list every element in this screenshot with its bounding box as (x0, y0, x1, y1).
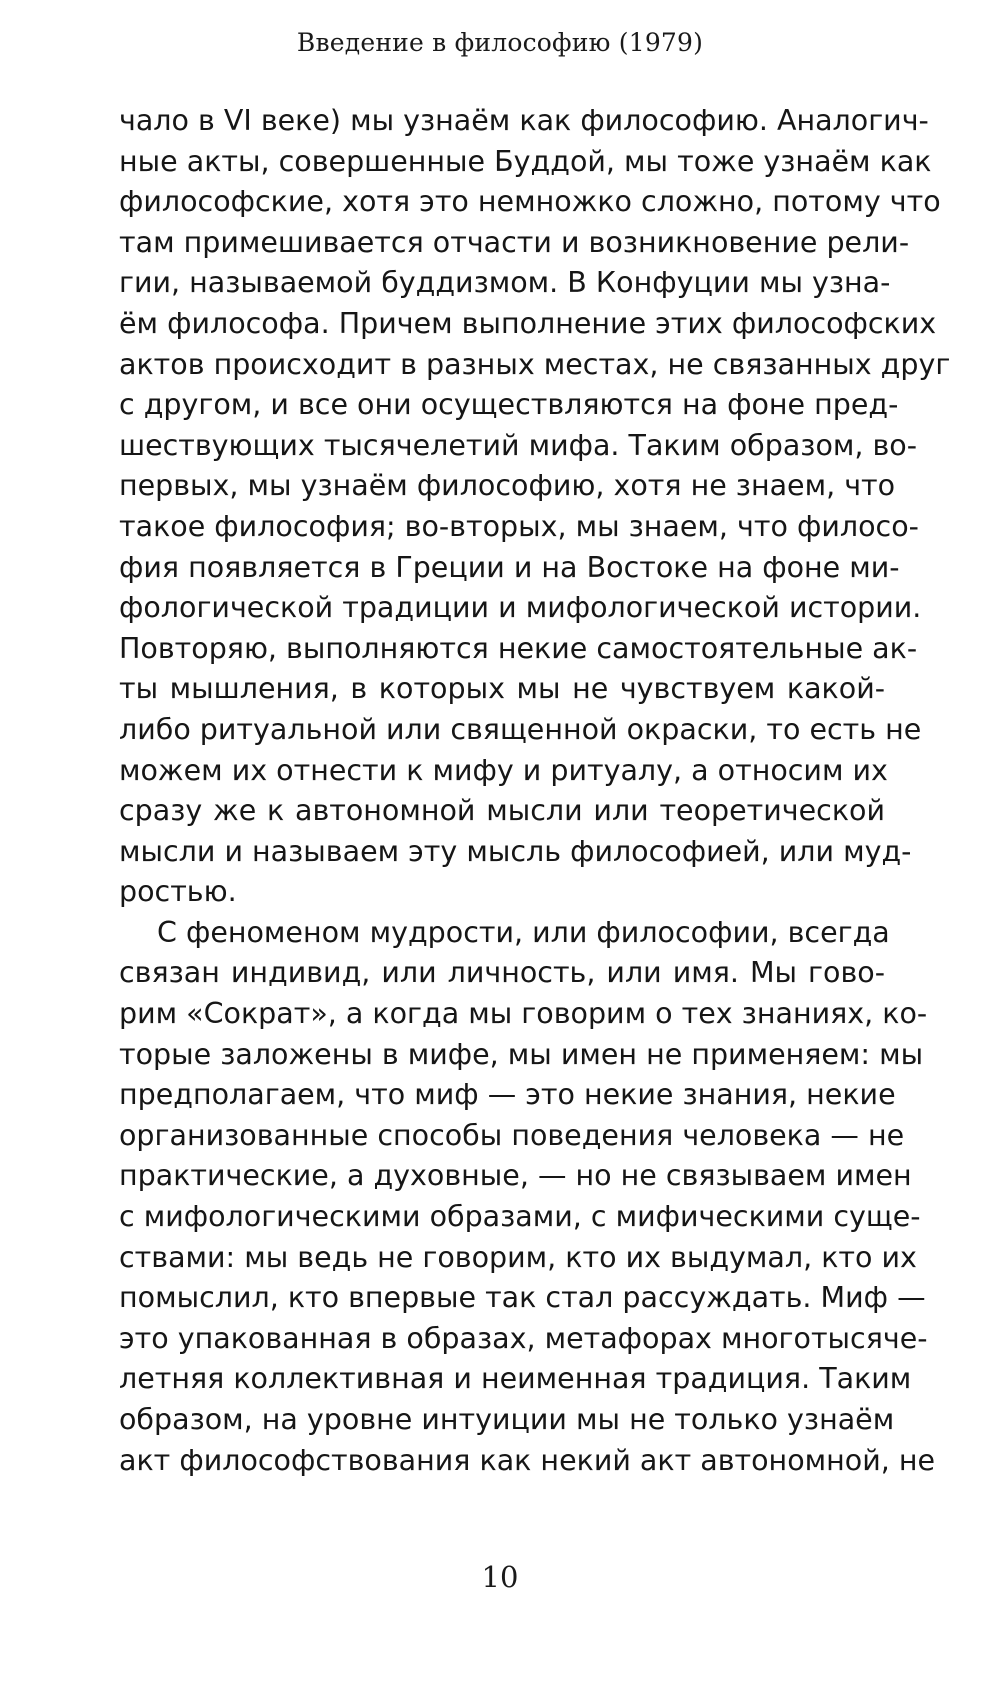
text-line: ствами: мы ведь не говорим, кто их выдумал, кто их (119, 1240, 917, 1274)
text-line: это упакованная в образах, метафорах многотысяче- (119, 1321, 928, 1355)
text-line: сразу же к автономной мысли или теоретической (119, 794, 885, 828)
text-line: ные акты, совершенные Буддой, мы тоже узнаём как (119, 144, 932, 178)
text-line: философские, хотя это немножко сложно, потому что (119, 185, 941, 219)
text-line: можем их отнести к мифу и ритуалу, а относим их (119, 753, 888, 787)
text-line: актов происходит в разных местах, не связанных друг (119, 347, 951, 381)
text-line: ём философа. Причем выполнение этих философских (119, 306, 937, 340)
text-line: организованные способы поведения человека — не (119, 1118, 905, 1152)
body-text (119, 101, 951, 1481)
text-line: акт философствования как некий акт автономной, не (119, 1443, 936, 1477)
text-line: первых, мы узнаём философию, хотя не знаем, что (119, 469, 896, 503)
text-line: связан индивид, или личность, или имя. Мы гово- (119, 956, 885, 990)
text-line: торые заложены в мифе, мы имен не применяем: мы (119, 1037, 924, 1071)
text-line: шествующих тысячелетий мифа. Таким образом, во- (119, 428, 918, 462)
text-line: с мифологическими образами, с мифическими суще- (119, 1200, 921, 1234)
text-line: мысли и называем эту мысль философией, или муд- (119, 834, 912, 868)
text-line: рим «Сократ», а когда мы говорим о тех знаниях, ко- (119, 997, 928, 1031)
text-line: чало в VI веке) мы узнаём как философию. Аналогич- (119, 104, 929, 137)
text-line: ты мышления, в которых мы не чувствуем какой- (119, 672, 885, 706)
text-line: С феноменом мудрости, или философии, всегда (157, 915, 890, 949)
text-line: ростью. (119, 875, 237, 909)
text-line: фологической традиции и мифологической истории. (119, 591, 922, 625)
text-line: предполагаем, что миф — это некие знания, некие (119, 1078, 896, 1112)
page-number: 10 (481, 1560, 519, 1594)
text-line: летняя коллективная и неименная традиция. Таким (119, 1362, 912, 1396)
text-line: либо ритуальной или священной окраски, то есть не (119, 712, 922, 746)
text-line: фия появляется в Греции и на Востоке на фоне ми- (119, 550, 900, 584)
text-line: с другом, и все они осуществляются на фоне пред- (119, 388, 899, 422)
running-header: Введение в философию (1979) (296, 28, 704, 57)
text-line: там примешивается отчасти и возникновение рели- (119, 225, 910, 259)
text-line: Повторяю, выполняются некие самостоятельные ак- (119, 631, 918, 665)
text-line: гии, называемой буддизмом. В Конфуции мы узна- (119, 266, 891, 300)
text-line: такое философия; во-вторых, мы знаем, что филосо- (119, 509, 919, 543)
text-line: образом, на уровне интуиции мы не только узнаём (119, 1403, 895, 1436)
text-line: практические, а духовные, — но не связываем имен (119, 1159, 912, 1193)
text-line: помыслил, кто впервые так стал рассуждать. Миф — (119, 1281, 926, 1315)
